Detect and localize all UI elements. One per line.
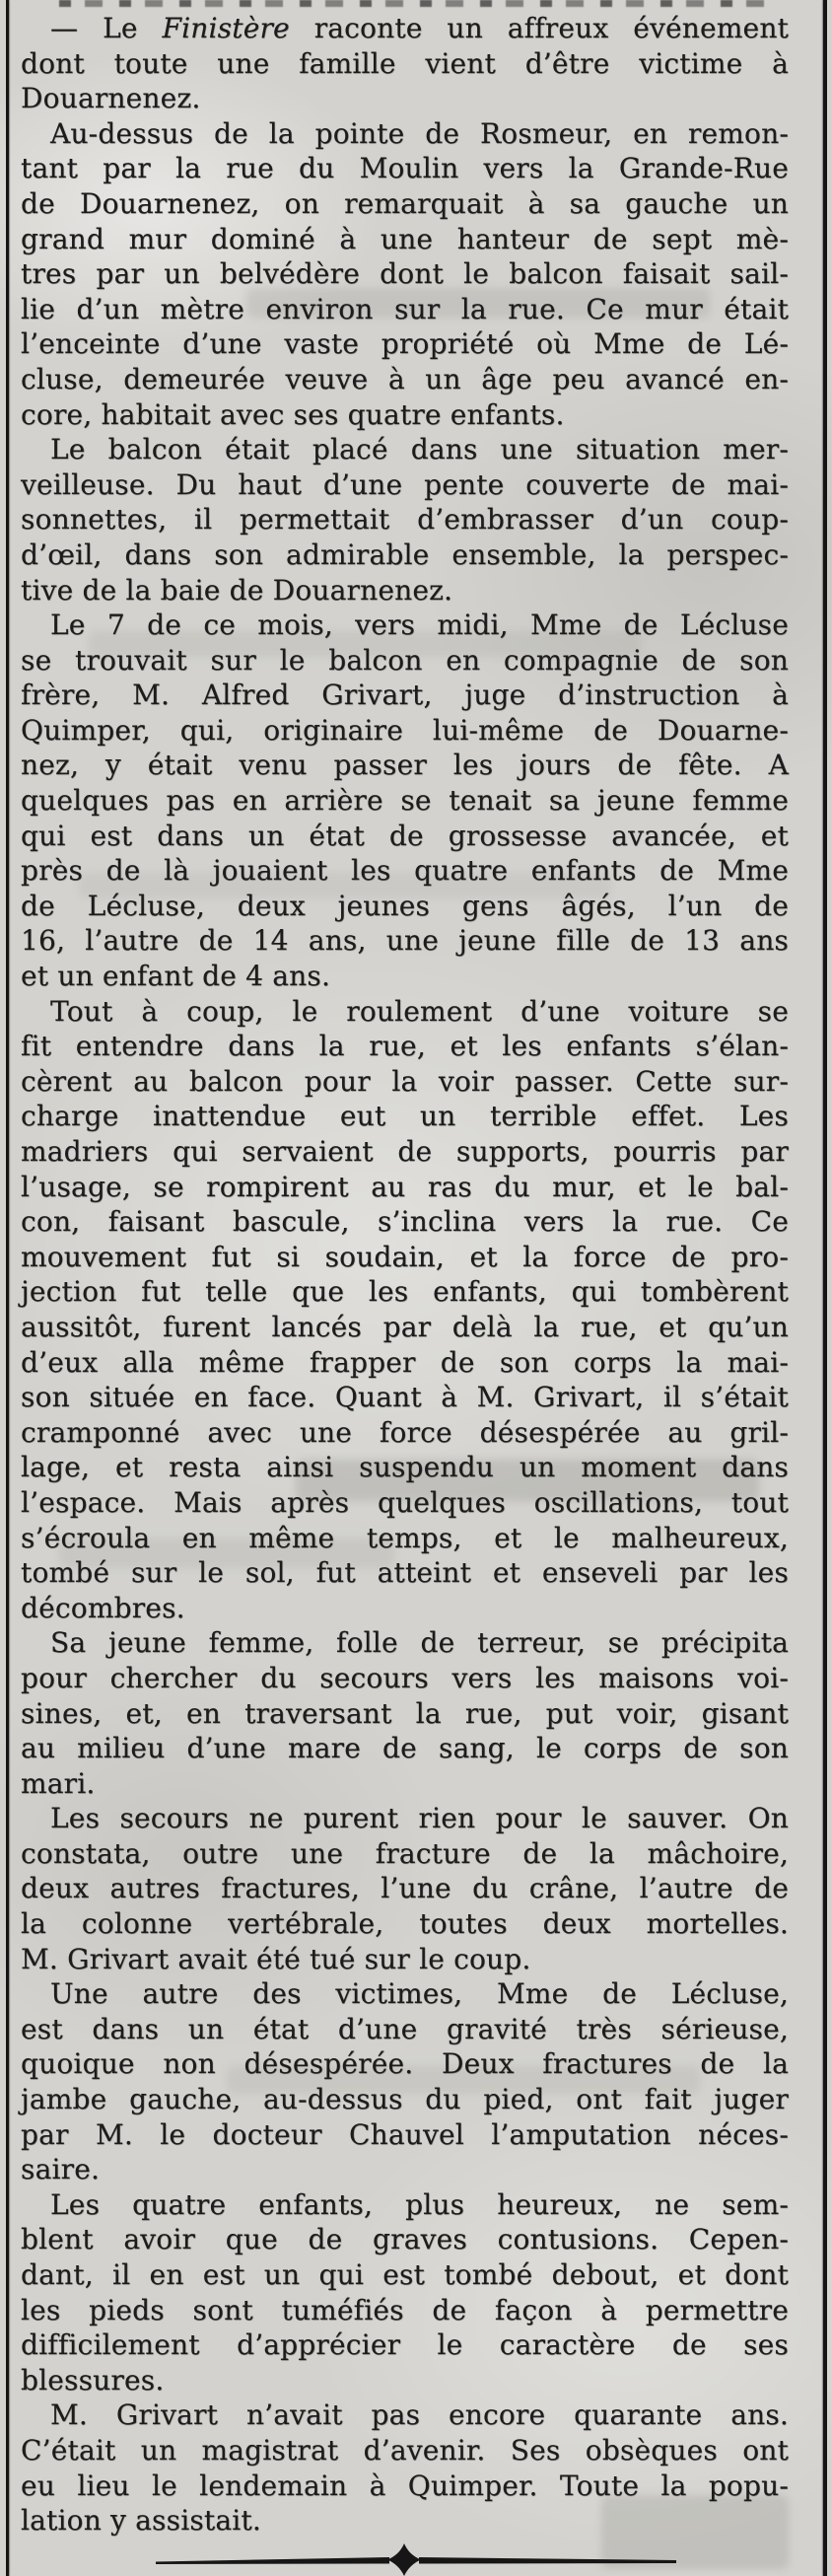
text-line: dont toute une famille vient d’être victime à (21, 46, 789, 80)
text-line: veilleuse. Du haut d’une pente couverte de mai- (21, 467, 789, 501)
text-line: deux autres fractures, l’une du crâne, l’autre de (21, 1872, 789, 1905)
text-line: fit entendre dans la rue, et les enfants s’élan- (21, 1030, 789, 1063)
text-line: décombres. (21, 1591, 185, 1624)
article-text (21, 11, 789, 2539)
text-line: con, faisant bascule, s’inclina vers la rue. Ce (21, 1205, 789, 1239)
text-line: quelques pas en arrière se tenait sa jeune femme (21, 784, 789, 818)
text-line: Les secours ne purent rien pour le sauver. On (50, 1802, 789, 1835)
text-line: M. Grivart n’avait pas encore quarante ans. (50, 2398, 789, 2432)
text-line: Sa jeune femme, folle de terreur, se précipita (50, 1626, 789, 1660)
text-line: charge inattendue eut un terrible effet. Les (21, 1100, 789, 1133)
text-line: lation y assistait. (21, 2504, 261, 2538)
text-line: de Douarnenez, on remarquait à sa gauche un (21, 186, 789, 220)
text-line: Quimper, qui, originaire lui-même de Douarne- (21, 713, 789, 747)
text-line: tive de la baie de Douarnenez. (21, 573, 453, 607)
paragraph (21, 1801, 789, 1976)
text-line: Douarnenez. (21, 82, 201, 115)
text-line: l’usage, se rompirent au ras du mur, et le bal- (21, 1170, 789, 1203)
text-line: constata, outre une fracture de la mâchoire, (21, 1836, 789, 1870)
text-line: core, habitait avec ses quatre enfants. (21, 397, 565, 431)
text-line: de Lécluse, deux jeunes gens âgés, l’un de (21, 889, 789, 922)
paragraph (21, 116, 789, 432)
text-line: pour chercher du secours vers les maisons voi- (21, 1661, 789, 1694)
text-line: Au-dessus de la pointe de Rosmeur, en remon- (50, 116, 789, 150)
text-line: grand mur dominé à une hanteur de sept mè- (21, 222, 789, 255)
text-line: d’œil, dans son admirable ensemble, la perspec- (21, 537, 789, 571)
text-line: tant par la rue du Moulin vers la Grande-Rue (21, 152, 789, 185)
text-line: Le balcon était placé dans une situation mer- (50, 433, 789, 466)
text-line: l’espace. Mais après quelques oscillations, tout (21, 1485, 789, 1519)
column-rule-left (6, 0, 9, 2576)
text-line: M. Grivart avait été tué sur le coup. (21, 1942, 531, 1975)
paragraph (21, 1976, 789, 2187)
text-line: par M. le docteur Chauvel l’amputation néces- (21, 2117, 789, 2151)
text-line: blessures. (21, 2363, 165, 2397)
cut-off-text-remnants (59, 0, 779, 7)
text-line: jambe gauche, au-dessus du pied, ont fait juger (21, 2083, 789, 2116)
text-line: nez, y était venu passer les jours de fête. A (21, 749, 789, 782)
text-line: 16, l’autre de 14 ans, une jeune fille de 13 ans (21, 924, 789, 958)
text-line: C’était un magistrat d’avenir. Ses obsèques ont (21, 2433, 789, 2467)
text-line: eu lieu le lendemain à Quimper. Toute la popu- (21, 2469, 789, 2502)
text-line: Les quatre enfants, plus heureux, ne sem- (50, 2187, 789, 2221)
paragraph (21, 11, 789, 116)
paragraph (21, 2397, 789, 2538)
text-line: lage, et resta ainsi suspendu un moment dans (21, 1451, 789, 1484)
diamond-rule-divider-icon (153, 2541, 679, 2576)
text-line: cramponné avec une force désespérée au gril- (21, 1415, 789, 1449)
journal-name-italic: Finistère (162, 12, 290, 44)
paragraph (21, 432, 789, 608)
text-line: saire. (21, 2153, 101, 2186)
paragraph (21, 994, 789, 1626)
text-line: tombé sur le sol, fut atteint et enseveli par les (21, 1556, 789, 1590)
paragraph (21, 608, 789, 994)
text-line: Le 7 de ce mois, vers midi, Mme de Lécluse (50, 608, 789, 642)
text-line: la colonne vertébrale, toutes deux mortelles. (21, 1907, 789, 1941)
text-line: madriers qui servaient de supports, pourris par (21, 1135, 789, 1168)
text-segment: raconte un affreux événement (289, 12, 789, 44)
text-line: cluse, demeurée veuve à un âge peu avancé en- (21, 362, 789, 395)
text-line: est dans un état d’une gravité très sérieuse, (21, 2012, 789, 2045)
text-line: d’eux alla même frapper de son corps la mai- (21, 1345, 789, 1379)
text-line: quoique non désespérée. Deux fractures de la (21, 2047, 789, 2081)
text-line: Tout à coup, le roulement d’une voiture se (50, 994, 789, 1028)
text-segment: — Le (50, 12, 163, 44)
text-line: qui est dans un état de grossesse avancée, et (21, 819, 789, 852)
text-line: près de là jouaient les quatre enfants de Mme (21, 854, 789, 888)
paragraph (21, 2187, 789, 2398)
text-line (21, 11, 789, 46)
text-line: les pieds sont tuméfiés de façon à permettre (21, 2293, 789, 2326)
paragraph (21, 1625, 789, 1801)
text-line: au milieu d’une mare de sang, le corps de son (21, 1732, 789, 1765)
text-line: cèrent au balcon pour la voir passer. Cette sur- (21, 1064, 789, 1098)
text-line: mari. (21, 1766, 96, 1800)
text-line: blent avoir que de graves contusions. Cepen- (21, 2223, 789, 2256)
text-line: Une autre des victimes, Mme de Lécluse, (50, 1977, 789, 2011)
text-line: lie d’un mètre environ sur la rue. Ce mur était (21, 292, 789, 325)
text-line: tres par un belvédère dont le balcon faisait sail- (21, 257, 789, 291)
text-line: se trouvait sur le balcon en compagnie de son (21, 643, 789, 677)
text-line: difficilement d’apprécier le caractère de ses (21, 2328, 789, 2362)
text-line: frère, M. Alfred Grivart, juge d’instruction à (21, 679, 789, 712)
text-line: aussitôt, furent lancés par delà la rue, et qu’un (21, 1310, 789, 1343)
text-line: et un enfant de 4 ans. (21, 960, 331, 993)
column-rule-right (823, 0, 827, 2576)
text-line: son située en face. Quant à M. Grivart, il s’était (21, 1381, 789, 1414)
text-line: s’écroula en même temps, et le malheureux, (21, 1521, 789, 1554)
text-line: mouvement fut si soudain, et la force de pro- (21, 1240, 789, 1273)
text-line: l’enceinte d’une vaste propriété où Mme de Lé- (21, 327, 789, 361)
text-line: sines, et, en traversant la rue, put voir, gisant (21, 1696, 789, 1730)
text-line: dant, il en est un qui est tombé debout, et dont (21, 2258, 789, 2291)
text-line: jection fut telle que les enfants, qui tombèrent (21, 1275, 789, 1309)
text-line: sonnettes, il permettait d’embrasser d’un coup- (21, 503, 789, 537)
